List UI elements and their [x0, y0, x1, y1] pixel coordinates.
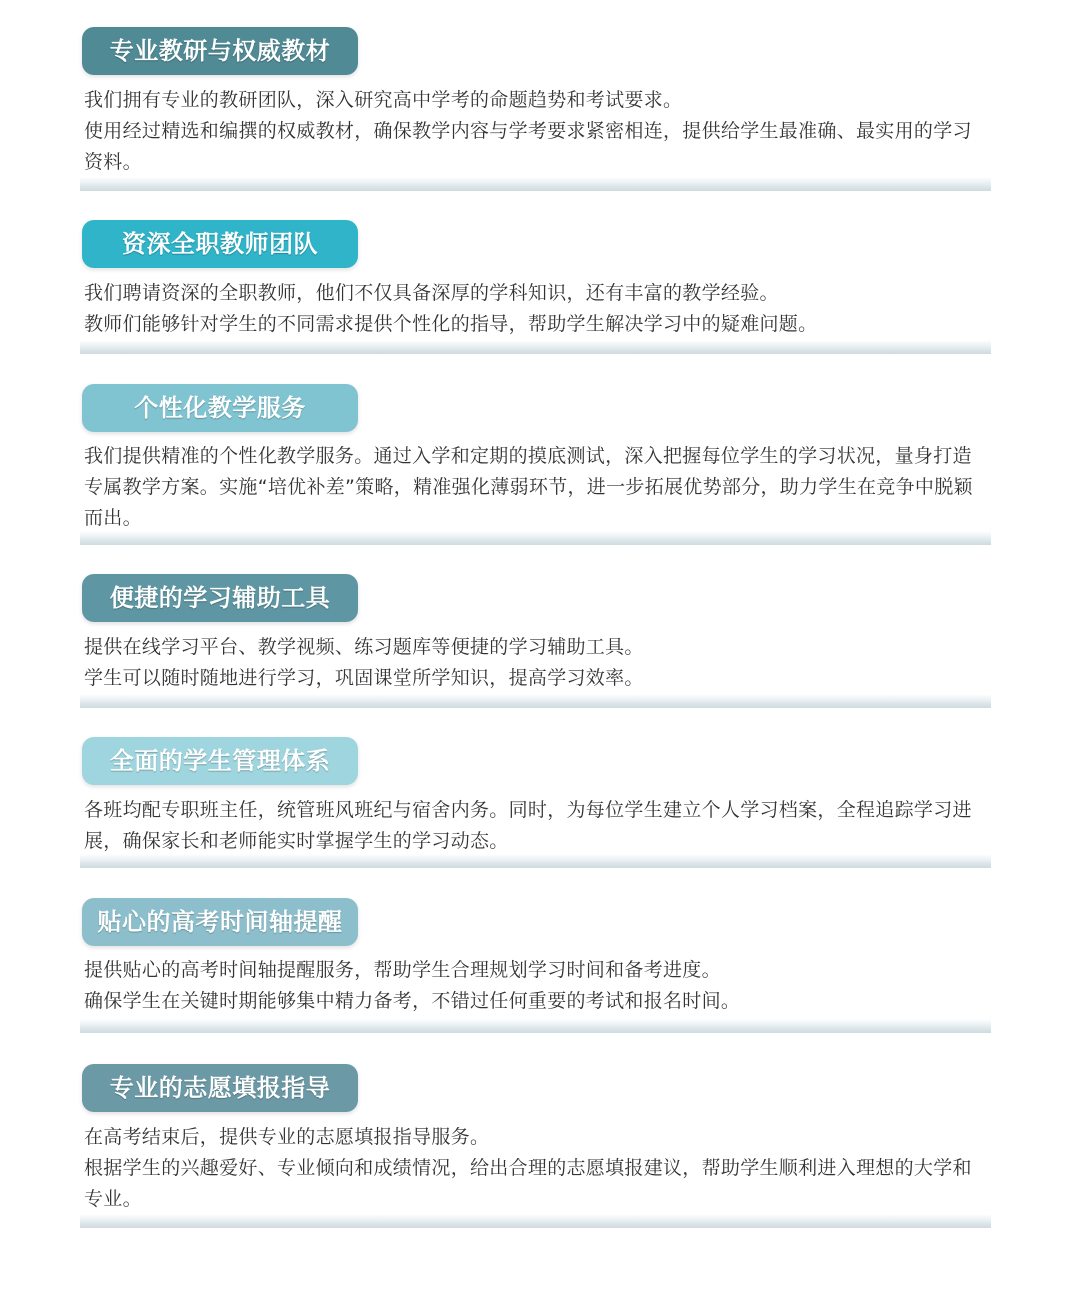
body-line: 确保学生在关键时期能够集中精力备考，不错过任何重要的考试和报名时间。: [84, 990, 741, 1012]
body-line: 学生可以随时随地进行学习，巩固课堂所学知识，提高学习效率。: [84, 667, 644, 689]
section-divider: [80, 694, 991, 708]
section-title-badge: 专业的志愿填报指导: [82, 1064, 358, 1112]
section-title-badge: 专业教研与权威教材: [82, 27, 358, 75]
section-divider: [80, 177, 991, 191]
section-title-badge: 便捷的学习辅助工具: [82, 574, 358, 622]
body-line: 在高考结束后，提供专业的志愿填报指导服务。: [84, 1126, 490, 1148]
section-body: [84, 278, 987, 340]
section-divider: [80, 1019, 991, 1033]
body-line: 使用经过精选和编撰的权威教材，确保教学内容与学考要求紧密相连，提供给学生最准确、最实用的学习资料。: [84, 120, 972, 173]
section-divider: [80, 340, 991, 354]
section-divider: [80, 1214, 991, 1228]
section-body: [84, 441, 987, 534]
section-body: [84, 795, 987, 857]
body-line: 教师们能够针对学生的不同需求提供个性化的指导，帮助学生解决学习中的疑难问题。: [84, 313, 818, 335]
body-line: 我们拥有专业的教研团队，深入研究高中学考的命题趋势和考试要求。: [84, 89, 683, 111]
section-title-badge: 个性化教学服务: [82, 384, 358, 432]
section-title-badge: 贴心的高考时间轴提醒: [82, 898, 358, 946]
section-title-badge: 资深全职教师团队: [82, 220, 358, 268]
body-line: 提供在线学习平台、教学视频、练习题库等便捷的学习辅助工具。: [84, 636, 644, 658]
body-line: 提供贴心的高考时间轴提醒服务，帮助学生合理规划学习时间和备考进度。: [84, 959, 721, 981]
body-line: 各班均配专职班主任，统管班风班纪与宿舍内务。同时，为每位学生建立个人学习档案，全程追踪学习进展，确保家长和老师能实时掌握学生的学习动态。: [84, 799, 972, 852]
body-line: 根据学生的兴趣爱好、专业倾向和成绩情况，给出合理的志愿填报建议，帮助学生顺利进入理想的大学和专业。: [84, 1157, 972, 1210]
section-body: [84, 1122, 987, 1215]
section-divider: [80, 531, 991, 545]
body-line: 我们聘请资深的全职教师，他们不仅具备深厚的学科知识，还有丰富的教学经验。: [84, 282, 779, 304]
section-divider: [80, 854, 991, 868]
section-body: [84, 85, 987, 178]
section-body: [84, 632, 987, 694]
section-body: [84, 955, 987, 1017]
body-line: 我们提供精准的个性化教学服务。通过入学和定期的摸底测试，深入把握每位学生的学习状况，量身打造专属教学方案。实施“培优补差”策略，精准强化薄弱环节，进一步拓展优势部分，助力学生在竞争中脱颖而出。: [84, 445, 973, 529]
section-title-badge: 全面的学生管理体系: [82, 737, 358, 785]
